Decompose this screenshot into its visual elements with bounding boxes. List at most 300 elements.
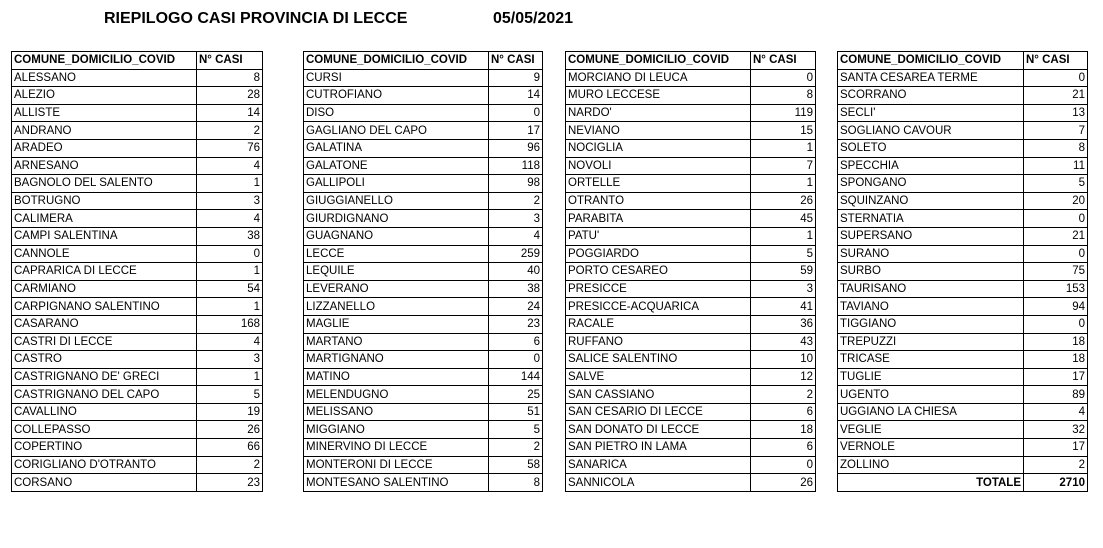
table-row (12, 439, 263, 457)
header-casi: N° CASI (1024, 52, 1088, 70)
table-row (566, 227, 816, 245)
table-row (12, 386, 263, 404)
comune-cell: COPERTINO (12, 439, 197, 457)
casi-cell: 26 (197, 421, 263, 439)
comune-cell: SQUINZANO (838, 192, 1024, 210)
table-row (304, 175, 543, 193)
header-comune: COMUNE_DOMICILIO_COVID (12, 52, 197, 70)
comune-cell: BOTRUGNO (12, 192, 197, 210)
total-label: TOTALE (838, 474, 1024, 492)
table-row (12, 139, 263, 157)
comune-cell: SCORRANO (838, 87, 1024, 105)
comune-cell: MATINO (304, 368, 489, 386)
casi-cell: 38 (197, 227, 263, 245)
casi-cell: 18 (1024, 351, 1088, 369)
comune-cell: OTRANTO (566, 192, 751, 210)
table-row (12, 69, 263, 87)
table-row (304, 368, 543, 386)
comune-cell: ALLISTE (12, 104, 197, 122)
table-row (838, 263, 1088, 281)
table-row (566, 192, 816, 210)
table-row (304, 263, 543, 281)
table-row (838, 368, 1088, 386)
casi-cell: 10 (751, 351, 816, 369)
comune-cell: CAVALLINO (12, 403, 197, 421)
table-row (304, 122, 543, 140)
table-row (838, 245, 1088, 263)
casi-cell: 9 (489, 69, 543, 87)
casi-cell: 6 (751, 403, 816, 421)
table-row (838, 456, 1088, 474)
casi-cell: 20 (1024, 192, 1088, 210)
casi-cell: 1 (197, 263, 263, 281)
page-title: RIEPILOGO CASI PROVINCIA DI LECCE (104, 10, 408, 27)
comune-cell: PRESICCE-ACQUARICA (566, 298, 751, 316)
casi-cell: 38 (489, 280, 543, 298)
casi-cell: 11 (1024, 157, 1088, 175)
table-row (566, 210, 816, 228)
table-row (304, 403, 543, 421)
total-value: 2710 (1024, 474, 1088, 492)
table-row (12, 351, 263, 369)
table-row (304, 298, 543, 316)
table-row (566, 157, 816, 175)
comune-cell: SAN DONATO DI LECCE (566, 421, 751, 439)
table-row (838, 351, 1088, 369)
casi-cell: 89 (1024, 386, 1088, 404)
table-row (304, 210, 543, 228)
casi-cell: 1 (197, 368, 263, 386)
table-header-row (566, 52, 816, 70)
casi-cell: 66 (197, 439, 263, 457)
casi-cell: 59 (751, 263, 816, 281)
comune-cell: ORTELLE (566, 175, 751, 193)
casi-cell: 4 (489, 227, 543, 245)
casi-cell: 5 (197, 386, 263, 404)
table-row (304, 157, 543, 175)
comune-cell: SOGLIANO CAVOUR (838, 122, 1024, 140)
header-casi: N° CASI (197, 52, 263, 70)
comune-cell: TRICASE (838, 351, 1024, 369)
comune-cell: RACALE (566, 315, 751, 333)
table-row (566, 351, 816, 369)
table-row (838, 210, 1088, 228)
table-row (566, 474, 816, 492)
comune-cell: GALLIPOLI (304, 175, 489, 193)
comune-cell: MAGLIE (304, 315, 489, 333)
table-row (838, 192, 1088, 210)
comune-cell: SAN CESARIO DI LECCE (566, 403, 751, 421)
table-row (304, 315, 543, 333)
casi-cell: 2 (489, 439, 543, 457)
casi-cell: 12 (751, 368, 816, 386)
table-row (12, 403, 263, 421)
casi-cell: 21 (1024, 227, 1088, 245)
comune-cell: LIZZANELLO (304, 298, 489, 316)
comune-cell: MONTESANO SALENTINO (304, 474, 489, 492)
casi-cell: 0 (1024, 245, 1088, 263)
casi-cell: 2 (197, 122, 263, 140)
casi-cell: 4 (197, 157, 263, 175)
casi-cell: 8 (197, 69, 263, 87)
table-row (838, 333, 1088, 351)
table-row (304, 421, 543, 439)
comune-cell: CORIGLIANO D'OTRANTO (12, 456, 197, 474)
comune-cell: GIURDIGNANO (304, 210, 489, 228)
comune-cell: CASARANO (12, 315, 197, 333)
casi-cell: 144 (489, 368, 543, 386)
casi-cell: 3 (751, 280, 816, 298)
comune-cell: VEGLIE (838, 421, 1024, 439)
comune-cell: SOLETO (838, 139, 1024, 157)
table-row (838, 104, 1088, 122)
casi-cell: 1 (751, 139, 816, 157)
comune-cell: SANNICOLA (566, 474, 751, 492)
casi-cell: 18 (751, 421, 816, 439)
casi-cell: 2 (1024, 456, 1088, 474)
comune-cell: TREPUZZI (838, 333, 1024, 351)
table-row (566, 386, 816, 404)
table-row (304, 227, 543, 245)
casi-cell: 4 (197, 333, 263, 351)
casi-cell: 0 (1024, 69, 1088, 87)
table-row (304, 386, 543, 404)
comune-cell: PRESICCE (566, 280, 751, 298)
table-row (566, 421, 816, 439)
table-row (12, 456, 263, 474)
comune-cell: ARNESANO (12, 157, 197, 175)
table-row (838, 403, 1088, 421)
comune-cell: MELENDUGNO (304, 386, 489, 404)
comune-cell: UGENTO (838, 386, 1024, 404)
table-row (838, 139, 1088, 157)
table-row (566, 245, 816, 263)
casi-cell: 0 (197, 245, 263, 263)
table-row (566, 122, 816, 140)
casi-cell: 23 (197, 474, 263, 492)
table-row (12, 192, 263, 210)
comune-cell: CASTRI DI LECCE (12, 333, 197, 351)
casi-cell: 259 (489, 245, 543, 263)
table-row (12, 421, 263, 439)
comune-cell: MINERVINO DI LECCE (304, 439, 489, 457)
comune-cell: TAVIANO (838, 298, 1024, 316)
casi-cell: 3 (197, 192, 263, 210)
comune-cell: CARMIANO (12, 280, 197, 298)
table-row (566, 139, 816, 157)
comune-cell: CALIMERA (12, 210, 197, 228)
table-row (566, 315, 816, 333)
comune-cell: BAGNOLO DEL SALENTO (12, 175, 197, 193)
casi-cell: 17 (1024, 439, 1088, 457)
casi-cell: 24 (489, 298, 543, 316)
table-row (12, 333, 263, 351)
comune-cell: CASTRIGNANO DEL CAPO (12, 386, 197, 404)
casi-cell: 168 (197, 315, 263, 333)
casi-cell: 8 (1024, 139, 1088, 157)
comune-cell: NEVIANO (566, 122, 751, 140)
table-row (838, 157, 1088, 175)
casi-cell: 0 (1024, 210, 1088, 228)
casi-cell: 32 (1024, 421, 1088, 439)
casi-cell: 3 (197, 351, 263, 369)
comune-cell: PARABITA (566, 210, 751, 228)
casi-cell: 7 (1024, 122, 1088, 140)
comune-cell: NARDO' (566, 104, 751, 122)
casi-cell: 76 (197, 139, 263, 157)
table-row (566, 403, 816, 421)
comune-cell: SAN PIETRO IN LAMA (566, 439, 751, 457)
table-row (12, 122, 263, 140)
table-row (304, 245, 543, 263)
casi-cell: 45 (751, 210, 816, 228)
table-row (304, 280, 543, 298)
cases-table-1 (11, 51, 263, 492)
header-comune: COMUNE_DOMICILIO_COVID (304, 52, 489, 70)
casi-cell: 17 (1024, 368, 1088, 386)
table-row (838, 315, 1088, 333)
comune-cell: SAN CASSIANO (566, 386, 751, 404)
casi-cell: 1 (197, 298, 263, 316)
cases-table-3 (565, 51, 816, 492)
comune-cell: MARTANO (304, 333, 489, 351)
casi-cell: 8 (489, 474, 543, 492)
casi-cell: 17 (489, 122, 543, 140)
casi-cell: 41 (751, 298, 816, 316)
casi-cell: 28 (197, 87, 263, 105)
casi-cell: 15 (751, 122, 816, 140)
table-row (566, 280, 816, 298)
table-header-row (838, 52, 1088, 70)
comune-cell: CANNOLE (12, 245, 197, 263)
comune-cell: PATU' (566, 227, 751, 245)
comune-cell: CUTROFIANO (304, 87, 489, 105)
comune-cell: CAMPI SALENTINA (12, 227, 197, 245)
casi-cell: 119 (751, 104, 816, 122)
comune-cell: CURSI (304, 69, 489, 87)
comune-cell: MORCIANO DI LEUCA (566, 69, 751, 87)
comune-cell: SPECCHIA (838, 157, 1024, 175)
casi-cell: 23 (489, 315, 543, 333)
comune-cell: MARTIGNANO (304, 351, 489, 369)
header-casi: N° CASI (751, 52, 816, 70)
table-row (838, 87, 1088, 105)
table-row (566, 175, 816, 193)
casi-cell: 25 (489, 386, 543, 404)
casi-cell: 40 (489, 263, 543, 281)
table-row (12, 280, 263, 298)
casi-cell: 4 (1024, 403, 1088, 421)
comune-cell: SALVE (566, 368, 751, 386)
casi-cell: 5 (489, 421, 543, 439)
casi-cell: 2 (197, 456, 263, 474)
table-row (304, 87, 543, 105)
table-row (304, 139, 543, 157)
comune-cell: GIUGGIANELLO (304, 192, 489, 210)
table-row (838, 386, 1088, 404)
casi-cell: 7 (751, 157, 816, 175)
table-row (566, 368, 816, 386)
comune-cell: GALATONE (304, 157, 489, 175)
table-row (12, 104, 263, 122)
comune-cell: ALESSANO (12, 69, 197, 87)
table-row (12, 368, 263, 386)
comune-cell: VERNOLE (838, 439, 1024, 457)
table-row (838, 69, 1088, 87)
table-header-row (12, 52, 263, 70)
comune-cell: NOCIGLIA (566, 139, 751, 157)
comune-cell: SANTA CESAREA TERME (838, 69, 1024, 87)
table-row (12, 87, 263, 105)
comune-cell: STERNATIA (838, 210, 1024, 228)
table-row (12, 298, 263, 316)
comune-cell: NOVOLI (566, 157, 751, 175)
casi-cell: 36 (751, 315, 816, 333)
table-row (566, 439, 816, 457)
table-row (566, 104, 816, 122)
casi-cell: 3 (489, 210, 543, 228)
comune-cell: ALEZIO (12, 87, 197, 105)
casi-cell: 26 (751, 474, 816, 492)
casi-cell: 0 (489, 104, 543, 122)
casi-cell: 8 (751, 87, 816, 105)
table-row (12, 263, 263, 281)
comune-cell: MIGGIANO (304, 421, 489, 439)
table-row (566, 456, 816, 474)
comune-cell: SPONGANO (838, 175, 1024, 193)
table-row (838, 280, 1088, 298)
casi-cell: 0 (751, 69, 816, 87)
casi-cell: 14 (197, 104, 263, 122)
comune-cell: PORTO CESAREO (566, 263, 751, 281)
table-row (566, 298, 816, 316)
casi-cell: 153 (1024, 280, 1088, 298)
casi-cell: 1 (751, 175, 816, 193)
header-comune: COMUNE_DOMICILIO_COVID (838, 52, 1024, 70)
comune-cell: MURO LECCESE (566, 87, 751, 105)
header-casi: N° CASI (489, 52, 543, 70)
table-row (12, 157, 263, 175)
total-row (838, 474, 1088, 492)
comune-cell: GALATINA (304, 139, 489, 157)
casi-cell: 5 (1024, 175, 1088, 193)
table-row (566, 333, 816, 351)
table-row (304, 69, 543, 87)
table-row (566, 69, 816, 87)
casi-cell: 0 (751, 456, 816, 474)
casi-cell: 51 (489, 403, 543, 421)
casi-cell: 4 (197, 210, 263, 228)
cases-table-2 (303, 51, 543, 492)
table-row (12, 227, 263, 245)
comune-cell: LECCE (304, 245, 489, 263)
table-row (838, 122, 1088, 140)
comune-cell: UGGIANO LA CHIESA (838, 403, 1024, 421)
comune-cell: SURBO (838, 263, 1024, 281)
table-row (304, 474, 543, 492)
comune-cell: SALICE SALENTINO (566, 351, 751, 369)
table-row (304, 439, 543, 457)
comune-cell: CARPIGNANO SALENTINO (12, 298, 197, 316)
comune-cell: ANDRANO (12, 122, 197, 140)
comune-cell: SUPERSANO (838, 227, 1024, 245)
casi-cell: 2 (751, 386, 816, 404)
header-comune: COMUNE_DOMICILIO_COVID (566, 52, 751, 70)
report-date: 05/05/2021 (493, 10, 574, 27)
casi-cell: 26 (751, 192, 816, 210)
cases-table-4 (837, 51, 1088, 492)
table-row (12, 245, 263, 263)
casi-cell: 2 (489, 192, 543, 210)
casi-cell: 6 (489, 333, 543, 351)
casi-cell: 98 (489, 175, 543, 193)
comune-cell: LEQUILE (304, 263, 489, 281)
comune-cell: TUGLIE (838, 368, 1024, 386)
casi-cell: 0 (1024, 315, 1088, 333)
casi-cell: 75 (1024, 263, 1088, 281)
comune-cell: CASTRIGNANO DE' GRECI (12, 368, 197, 386)
comune-cell: GUAGNANO (304, 227, 489, 245)
table-row (304, 333, 543, 351)
table-row (304, 351, 543, 369)
casi-cell: 96 (489, 139, 543, 157)
comune-cell: MELISSANO (304, 403, 489, 421)
comune-cell: ZOLLINO (838, 456, 1024, 474)
casi-cell: 1 (197, 175, 263, 193)
comune-cell: TAURISANO (838, 280, 1024, 298)
comune-cell: SURANO (838, 245, 1024, 263)
comune-cell: CAPRARICA DI LECCE (12, 263, 197, 281)
comune-cell: POGGIARDO (566, 245, 751, 263)
table-row (12, 210, 263, 228)
table-row (304, 104, 543, 122)
comune-cell: CASTRO (12, 351, 197, 369)
casi-cell: 13 (1024, 104, 1088, 122)
comune-cell: COLLEPASSO (12, 421, 197, 439)
casi-cell: 94 (1024, 298, 1088, 316)
comune-cell: CORSANO (12, 474, 197, 492)
table-row (304, 192, 543, 210)
casi-cell: 0 (489, 351, 543, 369)
casi-cell: 19 (197, 403, 263, 421)
comune-cell: SANARICA (566, 456, 751, 474)
table-row (566, 87, 816, 105)
comune-cell: DISO (304, 104, 489, 122)
table-row (12, 315, 263, 333)
comune-cell: RUFFANO (566, 333, 751, 351)
table-row (566, 263, 816, 281)
casi-cell: 14 (489, 87, 543, 105)
table-row (304, 456, 543, 474)
table-row (838, 421, 1088, 439)
table-row (12, 175, 263, 193)
casi-cell: 1 (751, 227, 816, 245)
table-row (838, 227, 1088, 245)
table-row (12, 474, 263, 492)
casi-cell: 21 (1024, 87, 1088, 105)
comune-cell: SECLI' (838, 104, 1024, 122)
comune-cell: ARADEO (12, 139, 197, 157)
comune-cell: GAGLIANO DEL CAPO (304, 122, 489, 140)
casi-cell: 5 (751, 245, 816, 263)
table-row (838, 298, 1088, 316)
table-row (838, 439, 1088, 457)
table-header-row (304, 52, 543, 70)
comune-cell: MONTERONI DI LECCE (304, 456, 489, 474)
casi-cell: 54 (197, 280, 263, 298)
casi-cell: 58 (489, 456, 543, 474)
casi-cell: 6 (751, 439, 816, 457)
